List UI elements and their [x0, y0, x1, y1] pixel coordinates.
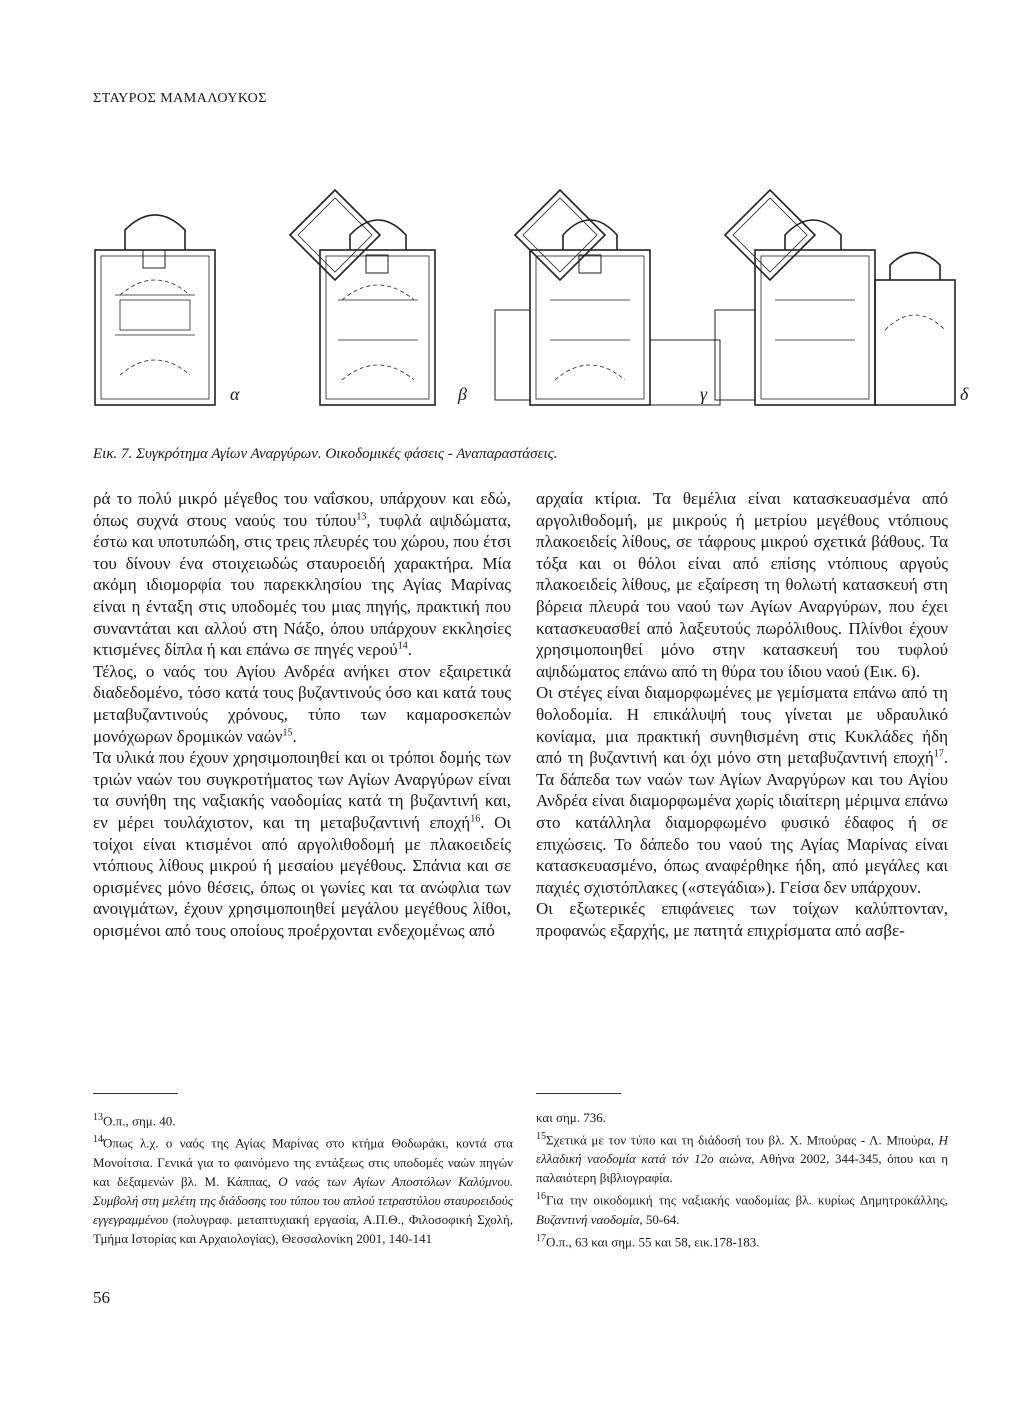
figure-caption — [93, 446, 558, 463]
bleed-through-marks — [935, 150, 975, 270]
floor-plans-drawing — [80, 120, 980, 440]
paragraph: Οι εξωτερικές επιφάνειες των τοίχων καλύπτονταν, προφανώς εξαρχής, με πατητά επιχρίσματα από ασβε- — [536, 899, 948, 940]
caption-title: Συγκρότημα Αγίων Αναργύρων. — [136, 446, 322, 462]
page-number: 56 — [93, 1288, 110, 1307]
figure-label-gamma: γ — [700, 384, 708, 404]
footnote-ref: 17 — [933, 748, 944, 760]
plan-gamma — [495, 190, 720, 405]
paragraph: Τέλος, ο ναός του Αγίου Ανδρέα ανήκει στον εξαιρετικά διαδεδομένο, τόσο κατά τους βυζαντινούς όσο και κατά τους μεταβυζαντινούς χρόνους, τύπο των καμαροσκεπών μονόχωρων δρομικών ναών$^{15}$. — [93, 661, 511, 746]
caption-rest: Οικοδομικές φάσεις - Αναπαραστάσεις. — [325, 446, 558, 462]
figure-label-delta: δ — [960, 384, 969, 404]
floor-plans-figure — [80, 120, 980, 440]
footnote-ref: 13 — [356, 510, 367, 522]
figure-label-alpha: α — [230, 384, 240, 404]
footnote-rule-right — [536, 1093, 621, 1094]
plan-beta — [290, 190, 435, 405]
footnote-13: $^{13}$Ο.π., σημ. 40. — [93, 1112, 176, 1129]
footnote-continued: και σημ. 736. — [536, 1110, 607, 1125]
paragraph: Τα υλικά που έχουν χρησιμοποιηθεί και οι τρόποι δομής των τριών ναών του συγκροτήματος των Αγίων Αναργύρων είναι τα συνήθη της ναξιακής ναοδομίας κατά τη βυζαντινή και, εν μέρει τουλάχιστον, και τη μεταβυζαντινή εποχή$^{16}$. Οι τοίχοι είναι κτισμένοι από αργολιθοδομή με πλακοειδείς ντόπιους λίθους μικρού ή μεσαίου μεγέθους. Σπάνια και σε ορισμένες μόνο θέσεις, όπως οι γωνίες και τα ανώφλια των ανοιγμάτων, έχουν χρησιμοποιηθεί μεγάλου μεγέθους λίθοι, ορισμένοι από τους οποίους προέρχονται ενδεχομένως από — [93, 748, 511, 940]
footnotes-right — [536, 1108, 948, 1251]
caption-prefix: Εικ. 7. — [93, 446, 133, 462]
footnotes-left — [93, 1108, 513, 1248]
footnote-17: $^{17}$Ο.π., 63 και σημ. 55 και 58, εικ.178-183. — [536, 1232, 760, 1249]
footnote-14: $^{14}$Όπως λ.χ. ο ναός της Αγίας Μαρίνας στο κτήμα Θοδωράκι, κοντά στα Μονοίτσια. Γενικά για το φαινόμενο της εντάξεως στις υποδομές ναών πηγών και δεξαμενών βλ. Μ. Κάππας, Ο ναός των Αγίων Αποστόλων Καλύμνου. Συμβολή στη μελέτη της διάδοσης του τύπου του απλού τετραστύλου σταυροειδούς εγγεγραμμένου (πολυγραφ. μεταπτυχιακή εργασία, Α.Π.Θ., Φιλοσοφική Σχολή, Τμήμα Ιστορίας και Αρχαιολογίας), Θεσσαλονίκη 2001, 140-141 — [93, 1134, 513, 1246]
footnote-15: $^{15}$Σχετικά με τον τύπο και τη διάδοσή του βλ. Χ. Μπούρας - Λ. Μπούρα, Η ελλαδική ναοδομία κατά τόν 12ο αιώνα, Αθήνα 2002, 344-345, όπου και η παλαιότερη βιβλιογραφία. — [536, 1131, 948, 1186]
paragraph: ρά το πολύ μικρό μέγεθος του ναΐσκου, υπάρχουν και εδώ, όπως συχνά στους ναούς του τύπου$^{13}$, τυφλά αψιδώματα, έστω και υποτυπώδη, στις τρεις πλευρές του χώρου, που έτσι του δίνουν ένα στοιχειωδώς σταυροειδή χαρακτήρα. Μία ακόμη ιδιομορφία του παρεκκλησίου της Αγίας Μαρίνας είναι η ένταξη στις υποδομές του μιας πηγής, πρακτική που συναντάται και αλλού στη Νάξο, όπου υπάρχουν εκκλησίες κτισμένες δίπλα ή και επάνω σε πηγές νερού$^{14}$. — [93, 489, 512, 660]
footnote-16: $^{16}$Για την οικοδομική της ναξιακής ναοδομίας βλ. κυρίως Δημητροκάλλης, Βυζαντινή ναοδομία, 50-64. — [536, 1191, 948, 1227]
footnote-ref: 16 — [470, 813, 481, 825]
figure-label-beta: β — [458, 384, 467, 404]
running-head: ΣΤΑΥΡΟΣ ΜΑΜΑΛΟΥΚΟΣ — [93, 91, 267, 106]
body-column-left — [93, 488, 511, 941]
plan-delta — [715, 190, 955, 405]
footnote-ref: 15 — [282, 726, 293, 738]
paragraph: αρχαία κτίρια. Τα θεμέλια είναι κατασκευασμένα από αργολιθοδομή, με μικρούς ή μετρίου μεγέθους ντόπιους πλακοειδείς λίθους, σε τάφρους μικρού σχετικά βάθους. Τα τόξα και οι θόλοι είναι από επίσης ντόπιους αργούς πλακοειδείς λίθους, με εξαίρεση τη θολωτή κατασκευή στη βόρεια πλευρά του ναού των Αγίων Αναργύρων, που έχει κατασκευασθεί από λαξευτούς πωρόλιθους. Πλίνθοι έχουν χρησιμοποιηθεί μόνο στην κατασκευή του τυφλού αψιδώματος επάνω από τη θύρα του ίδιου ναού (Εικ. 6). — [536, 489, 948, 681]
footnote-ref: 14 — [397, 640, 408, 652]
plan-alpha — [95, 215, 215, 405]
paragraph: Οι στέγες είναι διαμορφωμένες με γεμίσματα επάνω από τη θολοδομία. Η επικάλυψή τους γίνεται με υδραυλικό κονίαμα, μια πρακτική συνηθισμένη στις Κυκλάδες ήδη από τη βυζαντινή και όχι μόνο στη μεταβυζαντινή εποχή$^{17}$. Τα δάπεδα των ναών των Αγίων Αναργύρων και του Αγίου Ανδρέα είναι διαμορφωμένα χωρίς ιδιαίτερη μέριμνα επάνω στο κατάλληλα διαμορφωμένο φυσικό έδαφος ή σε επιχώσεις. Το δάπεδο του ναού της Αγίας Μαρίνας είναι κατασκευασμένο, όπως αναφέρθηκε ήδη, από μεγάλες και παχιές σχιστόπλακες («στεγάδια»). Γείσα δεν υπάρχουν. — [536, 683, 948, 897]
body-column-right — [536, 488, 948, 941]
footnote-rule-left — [93, 1093, 178, 1094]
